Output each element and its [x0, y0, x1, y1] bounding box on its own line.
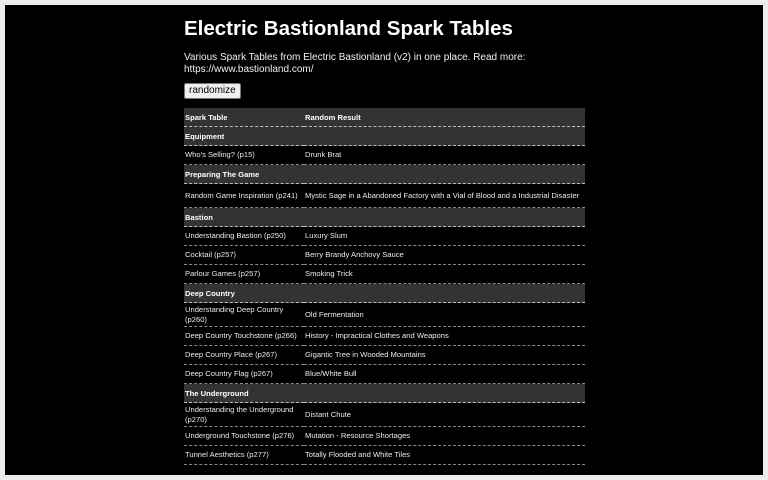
group-row-deep-country	[184, 284, 585, 303]
spark-table	[184, 108, 585, 465]
group-label: Preparing The Game	[184, 165, 585, 184]
random-result: Drunk Brat	[304, 146, 585, 165]
random-result: Smoking Trick	[304, 265, 585, 284]
group-row-the-underground	[184, 384, 585, 403]
table-row	[184, 146, 585, 165]
random-result: History - Impractical Clothes and Weapons	[304, 327, 585, 346]
table-row	[184, 446, 585, 465]
spark-table-name: Random Game Inspiration (p241)	[184, 184, 304, 208]
table-row	[184, 246, 585, 265]
spark-table-name: Deep Country Touchstone (p266)	[184, 327, 304, 346]
table-row	[184, 265, 585, 284]
randomize-button[interactable]: randomize	[184, 83, 241, 99]
random-result: Totally Flooded and White Tiles	[304, 446, 585, 465]
spark-table-name: Understanding the Underground (p270)	[184, 403, 304, 427]
page-title: Electric Bastionland Spark Tables	[184, 17, 513, 40]
group-row-equipment	[184, 127, 585, 146]
table-row	[184, 427, 585, 446]
table-row	[184, 327, 585, 346]
random-result: Blue/White Bull	[304, 365, 585, 384]
random-result: Mutation - Resource Shortages	[304, 427, 585, 446]
group-label: The Underground	[184, 384, 585, 403]
random-result: Distant Chute	[304, 403, 585, 427]
page-viewport	[5, 5, 763, 475]
group-label: Deep Country	[184, 284, 585, 303]
group-label: Bastion	[184, 208, 585, 227]
table-row	[184, 227, 585, 246]
spark-table-name: Who's Selling? (p15)	[184, 146, 304, 165]
spark-table-name: Parlour Games (p257)	[184, 265, 304, 284]
column-header-random-result: Random Result	[304, 108, 585, 127]
table-row	[184, 365, 585, 384]
group-row-bastion	[184, 208, 585, 227]
spark-table-name: Tunnel Aesthetics (p277)	[184, 446, 304, 465]
spark-table-name: Cocktail (p257)	[184, 246, 304, 265]
spark-table-name: Understanding Deep Country (p260)	[184, 303, 304, 327]
column-header-spark-table: Spark Table	[184, 108, 304, 127]
random-result: Luxury Slum	[304, 227, 585, 246]
random-result: Old Fermentation	[304, 303, 585, 327]
random-result: Mystic Sage in a Abandoned Factory with a Vial of Blood and a Industrial Disaster	[304, 184, 585, 208]
table-row	[184, 403, 585, 427]
random-result: Berry Brandy Anchovy Sauce	[304, 246, 585, 265]
random-result: Gigantic Tree in Wooded Mountains	[304, 346, 585, 365]
group-row-preparing-the-game	[184, 165, 585, 184]
table-header-row	[184, 108, 585, 127]
spark-table-name: Deep Country Place (p267)	[184, 346, 304, 365]
table-row	[184, 303, 585, 327]
page-description: Various Spark Tables from Electric Bastionland (v2) in one place. Read more: https://www.bastionland.com/	[184, 52, 526, 75]
group-label: Equipment	[184, 127, 585, 146]
table-row	[184, 184, 585, 208]
spark-table-name: Deep Country Flag (p267)	[184, 365, 304, 384]
table-row	[184, 346, 585, 365]
spark-table-name: Understanding Bastion (p250)	[184, 227, 304, 246]
spark-table-name: Underground Touchstone (p276)	[184, 427, 304, 446]
